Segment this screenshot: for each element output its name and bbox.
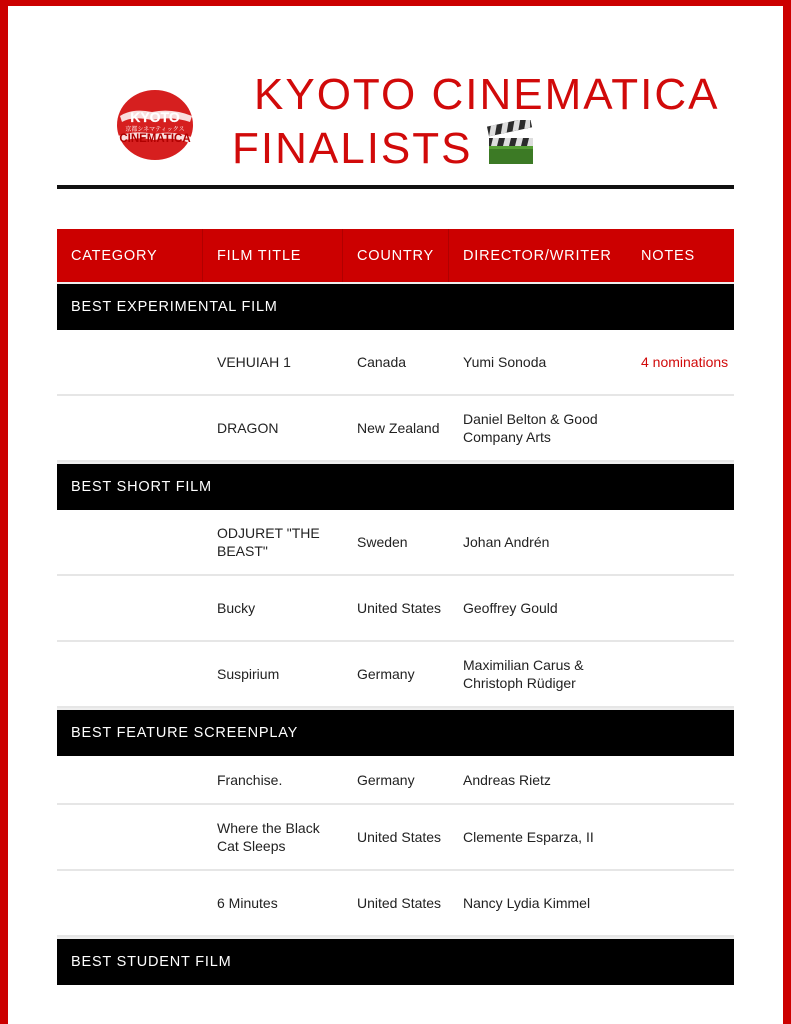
director-cell: Nancy Lydia Kimmel (463, 895, 591, 911)
festival-logo (112, 86, 198, 164)
table-row (57, 871, 734, 937)
category-row: BEST SHORT FILM (57, 462, 734, 510)
title-line-1: KYOTO CINEMATICA (254, 70, 720, 119)
title-line-2: FINALISTS (232, 123, 473, 173)
logo-sub-text: 京都シネマティックス (125, 126, 185, 133)
category-row: BEST STUDENT FILM (57, 937, 734, 985)
director-cell: Geoffrey Gould (463, 600, 558, 616)
country-cell: Sweden (357, 534, 408, 550)
director-cell: Daniel Belton & Good Company Arts (463, 411, 598, 445)
film-title-cell: 6 Minutes (217, 895, 278, 911)
category-row: BEST FEATURE SCREENPLAY (57, 708, 734, 756)
country-cell: Germany (357, 666, 415, 682)
country-cell: New Zealand (357, 420, 440, 436)
finalists-table (57, 229, 734, 985)
film-title-cell: Franchise. (217, 771, 283, 788)
clapper-board-icon (487, 120, 535, 177)
table-row (57, 576, 734, 642)
table-row (57, 330, 734, 396)
director-cell: Maximilian Carus & Christoph Rüdiger (463, 657, 584, 691)
director-cell: Clemente Esparza, II (463, 829, 594, 845)
country-cell: United States (357, 600, 442, 616)
column-header-director: DIRECTOR/WRITER (463, 247, 612, 264)
header-divider (57, 185, 734, 189)
column-header-category: CATEGORY (57, 229, 203, 282)
logo-top-text: KYOTO (130, 109, 180, 125)
film-title-cell: Where the Black Cat Sleeps (217, 820, 320, 854)
table-row (57, 510, 734, 576)
director-cell: Yumi Sonoda (463, 354, 547, 370)
film-title-cell: VEHUIAH 1 (217, 354, 291, 370)
table-row (57, 805, 734, 871)
film-title-cell: Bucky (217, 600, 256, 616)
table-row (57, 756, 734, 805)
category-row: BEST EXPERIMENTAL FILM (57, 282, 734, 330)
country-cell: United States (357, 895, 442, 911)
film-title-cell: DRAGON (217, 420, 279, 436)
director-cell: Andreas Rietz (463, 771, 551, 788)
country-cell: Germany (357, 771, 415, 788)
director-cell: Johan Andrén (463, 534, 550, 550)
country-cell: United States (357, 829, 442, 845)
column-header-notes: NOTES (641, 247, 695, 264)
notes-cell: 4 nominations (641, 354, 729, 370)
film-title-cell: ODJURET "THE BEAST" (217, 525, 320, 559)
logo-bottom-text: CINEMATICA (119, 133, 191, 145)
column-header-country: COUNTRY (343, 229, 449, 282)
film-title-cell: Suspirium (217, 666, 280, 682)
page-title (232, 70, 752, 177)
table-row (57, 396, 734, 462)
table-row (57, 642, 734, 708)
table-header-row (57, 229, 734, 282)
column-header-film-title: FILM TITLE (203, 229, 343, 282)
country-cell: Canada (357, 354, 407, 370)
